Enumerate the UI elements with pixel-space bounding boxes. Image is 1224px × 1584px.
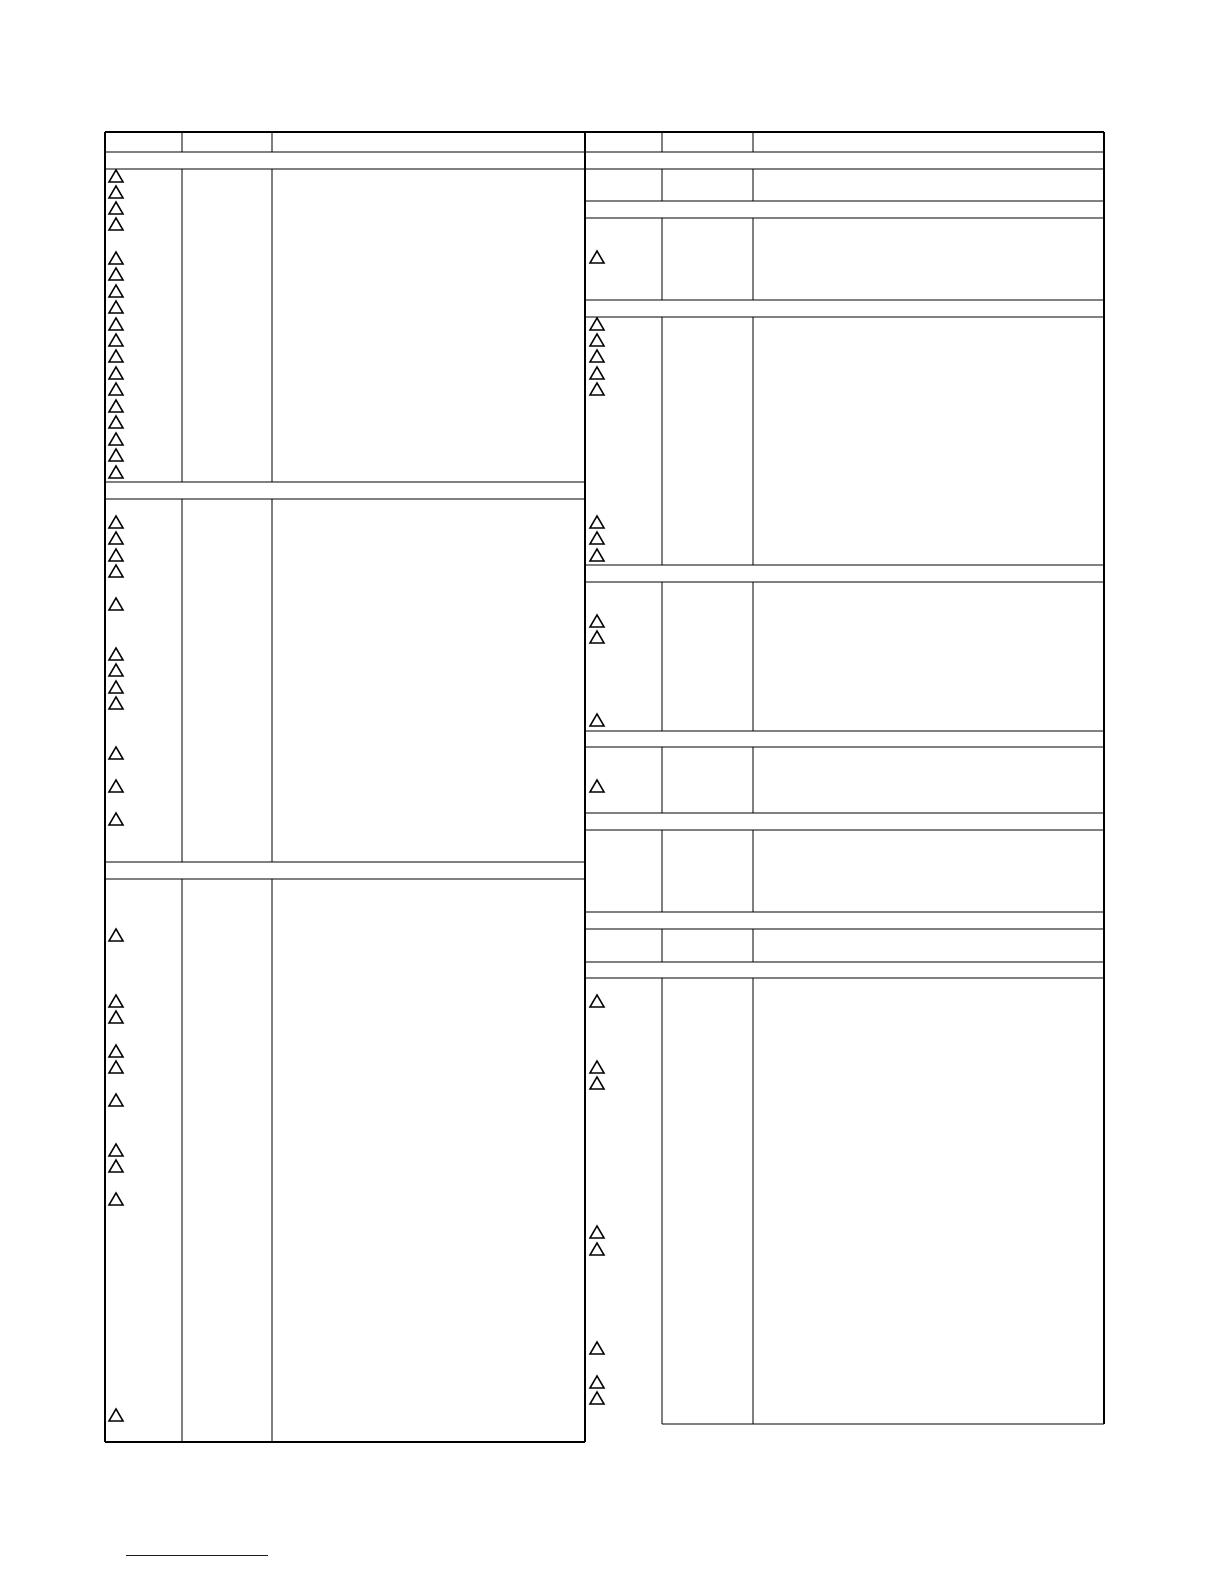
triangle-warning-icon: [590, 1376, 604, 1388]
triangle-warning-icon: [590, 995, 604, 1007]
triangle-warning-icon: [109, 466, 123, 478]
triangle-warning-icon: [590, 532, 604, 544]
triangle-warning-icon: [109, 218, 123, 230]
triangle-warning-icon: [109, 929, 123, 941]
triangle-warning-icon: [590, 1392, 604, 1404]
triangle-warning-icon: [109, 664, 123, 676]
triangle-warning-icon: [109, 268, 123, 280]
right-warning-icons: [590, 251, 604, 1404]
triangle-warning-icon: [109, 350, 123, 362]
triangle-warning-icon: [109, 598, 123, 610]
triangle-warning-icon: [109, 532, 123, 544]
triangle-warning-icon: [109, 1144, 123, 1156]
triangle-warning-icon: [109, 565, 123, 577]
triangle-warning-icon: [590, 780, 604, 792]
triangle-warning-icon: [590, 1226, 604, 1238]
triangle-warning-icon: [109, 1011, 123, 1023]
triangle-warning-icon: [109, 697, 123, 709]
triangle-warning-icon: [590, 318, 604, 330]
triangle-warning-icon: [109, 301, 123, 313]
triangle-warning-icon: [590, 334, 604, 346]
triangle-warning-icon: [109, 780, 123, 792]
triangle-warning-icon: [109, 995, 123, 1007]
triangle-warning-icon: [109, 681, 123, 693]
triangle-warning-icon: [590, 367, 604, 379]
triangle-warning-icon: [109, 1160, 123, 1172]
triangle-warning-icon: [109, 186, 123, 198]
triangle-warning-icon: [590, 383, 604, 395]
footer-link-underline[interactable]: [126, 1555, 268, 1556]
triangle-warning-icon: [109, 1409, 123, 1421]
triangle-warning-icon: [109, 648, 123, 660]
triangle-warning-icon: [109, 285, 123, 297]
triangle-warning-icon: [109, 334, 123, 346]
triangle-warning-icon: [590, 516, 604, 528]
triangle-warning-icon: [590, 251, 604, 263]
triangle-warning-icon: [590, 1061, 604, 1073]
triangle-warning-icon: [109, 318, 123, 330]
triangle-warning-icon: [590, 549, 604, 561]
triangle-warning-icon: [109, 747, 123, 759]
triangle-warning-icon: [109, 1061, 123, 1073]
triangle-warning-icon: [590, 631, 604, 643]
left-table: [105, 132, 585, 1442]
triangle-warning-icon: [109, 549, 123, 561]
triangle-warning-icon: [590, 1342, 604, 1354]
right-table: [585, 132, 1104, 1424]
triangle-warning-icon: [109, 813, 123, 825]
triangle-warning-icon: [109, 416, 123, 428]
triangle-warning-icon: [590, 615, 604, 627]
triangle-warning-icon: [590, 714, 604, 726]
triangle-warning-icon: [109, 400, 123, 412]
triangle-warning-icon: [109, 1193, 123, 1205]
triangle-warning-icon: [590, 350, 604, 362]
triangle-warning-icon: [109, 367, 123, 379]
triangle-warning-icon: [109, 516, 123, 528]
triangle-warning-icon: [109, 170, 123, 182]
triangle-warning-icon: [590, 1243, 604, 1255]
triangle-warning-icon: [590, 1077, 604, 1089]
triangle-warning-icon: [109, 252, 123, 264]
triangle-warning-icon: [109, 383, 123, 395]
triangle-warning-icon: [109, 433, 123, 445]
triangle-warning-icon: [109, 1045, 123, 1057]
left-warning-icons: [109, 170, 123, 1421]
triangle-warning-icon: [109, 1094, 123, 1106]
triangle-warning-icon: [109, 202, 123, 214]
triangle-warning-icon: [109, 449, 123, 461]
